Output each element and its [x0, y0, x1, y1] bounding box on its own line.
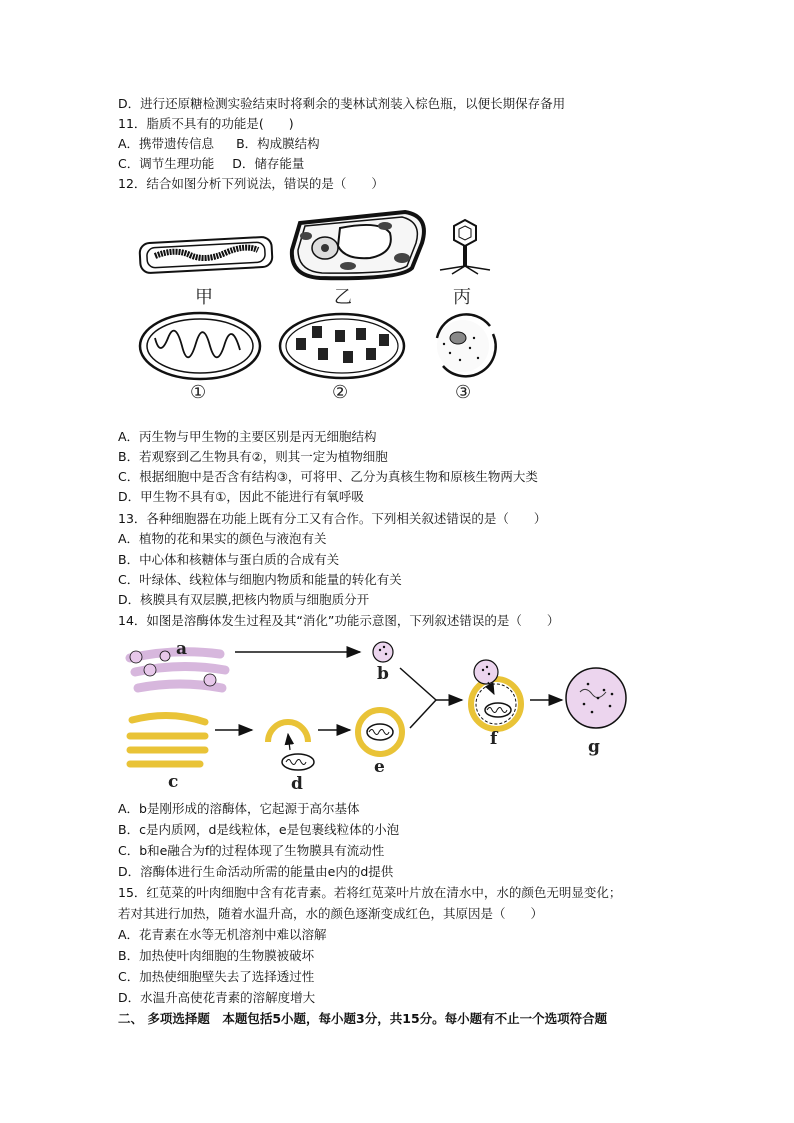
q15-option-a: A．花青素在水等无机溶剂中难以溶解 — [118, 927, 327, 942]
q13-option-b: B．中心体和核糖体与蛋白质的合成有关 — [118, 552, 340, 567]
q12-option-c: C．根据细胞中是否含有结构③，可将甲、乙分为真核生物和原核生物两大类 — [118, 469, 538, 484]
q14-option-b: B．c是内质网，d是线粒体，e是包裹线粒体的小泡 — [118, 822, 400, 837]
label-jia: 甲 — [195, 287, 213, 308]
vesicle-e — [358, 710, 402, 754]
q15-option-b: B．加热使叶肉细胞的生物膜被破坏 — [118, 948, 315, 963]
arrow-b-to-f — [400, 668, 436, 700]
q14-option-a: A．b是刚形成的溶酶体，它起源于高尔基体 — [118, 801, 360, 816]
prev-option-d: D．进行还原糖检测实验结束时将剩余的斐林试剂装入棕色瓶，以便长期保存备用 — [118, 96, 566, 111]
label-bing: 丙 — [453, 287, 471, 308]
bacterium-jia — [139, 237, 272, 274]
q12-option-a: A．丙生物与甲生物的主要区别是丙无细胞结构 — [118, 429, 377, 444]
q15-option-d: D．水温升高使花青素的溶解度增大 — [118, 990, 316, 1005]
section-2-heading: 二、 多项选择题 本题包括5小题，每小题3分，共15分。每小题有不止一个选项符合题 — [118, 1011, 608, 1026]
label-circle-3: ③ — [455, 382, 472, 403]
label-circle-2: ② — [332, 382, 349, 403]
chloroplast-2 — [280, 314, 404, 378]
q15-stem-line2: 若对其进行加热，随着水温升高，水的颜色逐渐变成红色，其原因是（ ） — [118, 906, 544, 921]
q11-option-d: D．储存能量 — [232, 156, 305, 171]
q12-option-b: B．若观察到乙生物具有②，则其一定为植物细胞 — [118, 449, 388, 464]
q14-option-d: D．溶酶体进行生命活动所需的能量由e内的d提供 — [118, 864, 394, 879]
q15-stem-line1: 15．红苋菜的叶肉细胞中含有花青素。若将红苋菜叶片放在清水中，水的颜色无明显变化； — [118, 885, 622, 900]
q11-option-a: A．携带遗传信息 — [118, 136, 215, 151]
q14-option-c: C．b和e融合为f的过程体现了生物膜具有流动性 — [118, 843, 385, 858]
q12-stem: 12．结合如图分析下列说法，错误的是（ ） — [118, 176, 384, 191]
er-c — [130, 715, 205, 764]
q13-stem: 13．各种细胞器在功能上既有分工又有合作。下列相关叙述错误的是（ ） — [118, 511, 547, 526]
q14-stem: 14．如图是溶酶体发生过程及其“消化”功能示意图，下列叙述错误的是（ ） — [118, 613, 560, 628]
label-d: d — [291, 774, 303, 794]
q13-option-c: C．叶绿体、线粒体与细胞内物质和能量的转化有关 — [118, 572, 402, 587]
q13-option-a: A．植物的花和果实的颜色与液泡有关 — [118, 531, 327, 546]
q13-option-d: D．核膜具有双层膜,把核内物质与细胞质分开 — [118, 592, 370, 607]
lysosome-b — [373, 642, 393, 662]
label-f: f — [490, 729, 498, 749]
q12-figure — [0, 198, 794, 428]
phage-bing — [440, 220, 490, 274]
q11-options-row2 — [118, 155, 304, 173]
q14-figure — [0, 632, 794, 797]
label-c: c — [168, 772, 179, 792]
mitochondrion-d — [282, 754, 314, 770]
fusion-f — [471, 660, 521, 729]
label-yi: 乙 — [334, 287, 352, 308]
nucleus-3 — [437, 314, 496, 376]
label-e: e — [374, 757, 385, 777]
q11-option-c: C．调节生理功能 — [118, 156, 215, 171]
arrow-e-to-f — [410, 700, 436, 728]
q11-options-row1 — [118, 135, 320, 153]
residual-body-g — [566, 668, 626, 728]
label-a: a — [176, 639, 188, 659]
label-circle-1: ① — [190, 382, 207, 403]
label-b: b — [377, 664, 389, 684]
plant-cell-yi — [292, 212, 424, 278]
mitochondrion-1 — [140, 313, 260, 379]
q11-option-b: B．构成膜结构 — [236, 136, 320, 151]
q12-option-d: D．甲生物不具有①，因此不能进行有氧呼吸 — [118, 489, 364, 504]
label-g: g — [588, 737, 600, 757]
forming-vesicle — [268, 722, 308, 750]
q11-stem: 11．脂质不具有的功能是( ) — [118, 116, 294, 131]
q15-option-c: C．加热使细胞壁失去了选择透过性 — [118, 969, 315, 984]
